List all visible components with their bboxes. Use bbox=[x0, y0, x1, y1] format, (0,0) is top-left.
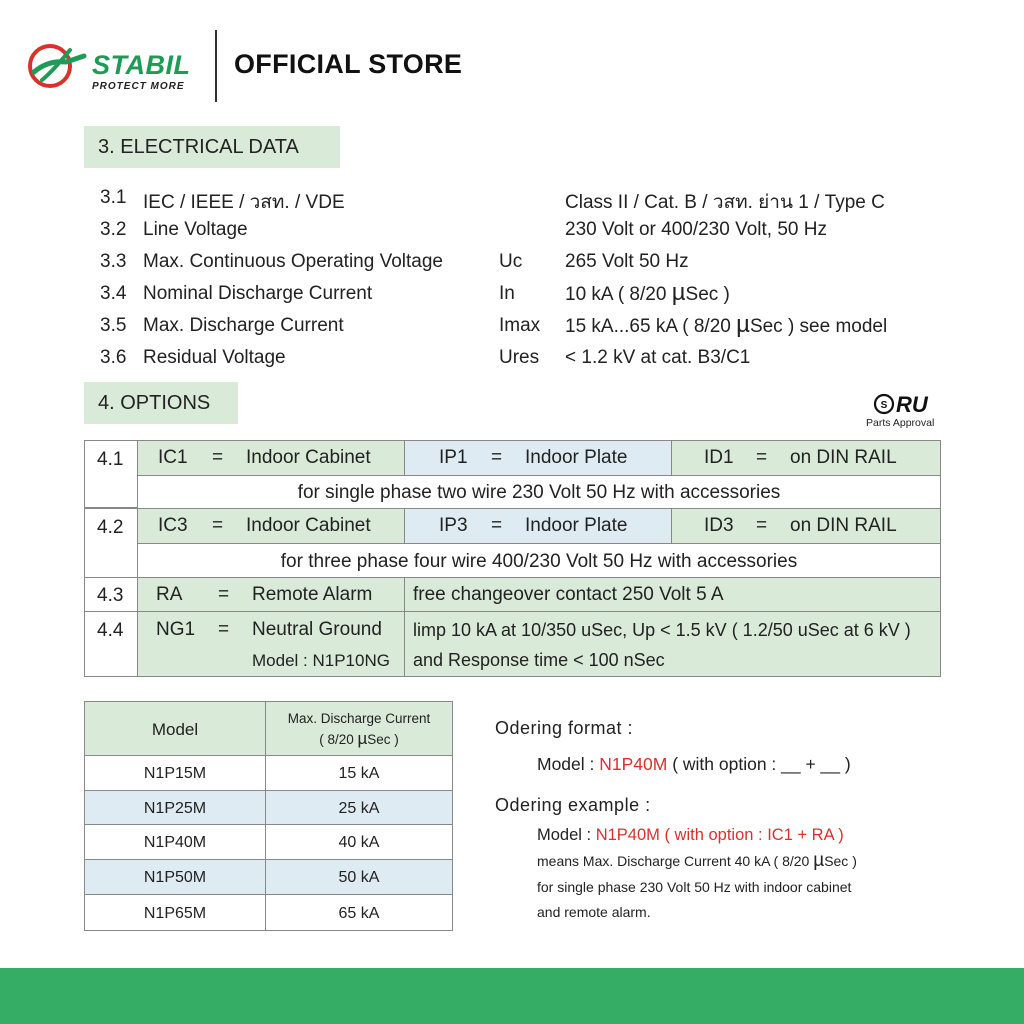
store-title: OFFICIAL STORE bbox=[234, 49, 463, 79]
option-ra-detail: free changeover contact 250 Volt 5 A bbox=[404, 577, 941, 612]
row-number: 3.3 bbox=[100, 251, 127, 272]
option-ng1: NG1 = Neutral Ground Model : N1P10NG bbox=[137, 611, 405, 677]
option-ra: RA = Remote Alarm bbox=[137, 577, 405, 612]
option-ic1: IC1 = Indoor Cabinet bbox=[137, 440, 405, 476]
table-row-current: 50 kA bbox=[265, 859, 453, 895]
row-label: Max. Continuous Operating Voltage bbox=[143, 251, 443, 272]
row-label: Max. Discharge Current bbox=[143, 315, 344, 336]
options-heading: 4. OPTIONS bbox=[84, 382, 238, 424]
model-column-header: Model bbox=[84, 701, 266, 756]
parts-approval-label: Parts Approval bbox=[866, 417, 935, 429]
row-number: 3.4 bbox=[100, 283, 127, 304]
electrical-row bbox=[100, 311, 1000, 341]
electrical-data-heading: 3. ELECTRICAL DATA bbox=[84, 126, 340, 168]
option-ic3: IC3 = Indoor Cabinet bbox=[137, 508, 405, 544]
current-column-header: Max. Discharge Current ( 8/20 µSec ) bbox=[265, 701, 453, 756]
option-ng1-detail: limp 10 kA at 10/350 uSec, Up < 1.5 kV ( 1.2/50 uSec at 6 kV ) and Response time < 100 nSec bbox=[404, 611, 941, 677]
option-note: for three phase four wire 400/230 Volt 50 Hz with accessories bbox=[137, 543, 941, 578]
row-value: Class II / Cat. B / วสท. ย่าน 1 / Type C bbox=[565, 192, 885, 213]
ordering-example-title: Odering example : bbox=[495, 795, 651, 815]
row-number: 3.5 bbox=[100, 315, 127, 336]
table-row-model: N1P50M bbox=[84, 859, 266, 895]
electrical-row bbox=[100, 219, 1000, 245]
option-number: 4.1 bbox=[84, 440, 138, 508]
option-ip1: IP1 = Indoor Plate bbox=[404, 440, 672, 476]
table-row-current: 25 kA bbox=[265, 790, 453, 825]
option-ip3: IP3 = Indoor Plate bbox=[404, 508, 672, 544]
ordering-example-desc: and remote alarm. bbox=[537, 904, 651, 920]
ordering-format-line: Model : N1P40M ( with option : __ + __ ) bbox=[537, 754, 851, 774]
ordering-example-desc: means Max. Discharge Current 40 kA ( 8/20 µSec ) bbox=[537, 850, 857, 871]
electrical-row bbox=[100, 347, 1000, 373]
table-row-current: 40 kA bbox=[265, 824, 453, 860]
table-row-current: 65 kA bbox=[265, 894, 453, 931]
ordering-example-line: Model : N1P40M ( with option : IC1 + RA ) bbox=[537, 826, 844, 844]
row-value: 15 kA...65 kA ( 8/20 µSec ) see model bbox=[565, 311, 888, 338]
stabil-logo-icon bbox=[26, 42, 88, 90]
table-row-model: N1P25M bbox=[84, 790, 266, 825]
header-divider bbox=[215, 30, 217, 102]
electrical-row bbox=[100, 279, 1000, 309]
table-row-model: N1P15M bbox=[84, 755, 266, 791]
svg-text:S: S bbox=[880, 400, 888, 411]
row-value: 230 Volt or 400/230 Volt, 50 Hz bbox=[565, 219, 827, 240]
option-number: 4.2 bbox=[84, 508, 138, 578]
row-symbol: Ures bbox=[499, 347, 540, 368]
row-number: 3.6 bbox=[100, 347, 127, 368]
brand-tagline: PROTECT MORE bbox=[92, 81, 185, 92]
row-number: 3.2 bbox=[100, 219, 127, 240]
table-row-model: N1P65M bbox=[84, 894, 266, 931]
row-label: Nominal Discharge Current bbox=[143, 283, 373, 304]
footer-bar bbox=[0, 968, 1024, 1024]
option-number: 4.3 bbox=[84, 577, 138, 612]
electrical-row bbox=[100, 251, 1000, 277]
row-value: 265 Volt 50 Hz bbox=[565, 251, 689, 272]
svg-text:RU: RU bbox=[896, 392, 928, 417]
option-id1: ID1 = on DIN RAIL bbox=[671, 440, 941, 476]
row-value: 10 kA ( 8/20 µSec ) bbox=[565, 279, 730, 306]
row-label: IEC / IEEE / วสท. / VDE bbox=[143, 192, 345, 213]
option-note: for single phase two wire 230 Volt 50 Hz with accessories bbox=[137, 475, 941, 509]
table-row-current: 15 kA bbox=[265, 755, 453, 791]
ordering-example-desc: for single phase 230 Volt 50 Hz with indoor cabinet bbox=[537, 879, 852, 895]
row-value: < 1.2 kV at cat. B3/C1 bbox=[565, 347, 751, 368]
row-label: Residual Voltage bbox=[143, 347, 286, 368]
electrical-row bbox=[100, 187, 1000, 213]
table-row-model: N1P40M bbox=[84, 824, 266, 860]
row-label: Line Voltage bbox=[143, 219, 248, 240]
ordering-format-title: Odering format : bbox=[495, 718, 634, 738]
option-number: 4.4 bbox=[84, 611, 138, 677]
option-id3: ID3 = on DIN RAIL bbox=[671, 508, 941, 544]
brand-name: STABIL bbox=[92, 50, 191, 80]
row-symbol: Uc bbox=[499, 251, 523, 272]
row-symbol: Imax bbox=[499, 315, 541, 336]
row-symbol: In bbox=[499, 283, 515, 304]
row-number: 3.1 bbox=[100, 187, 127, 208]
